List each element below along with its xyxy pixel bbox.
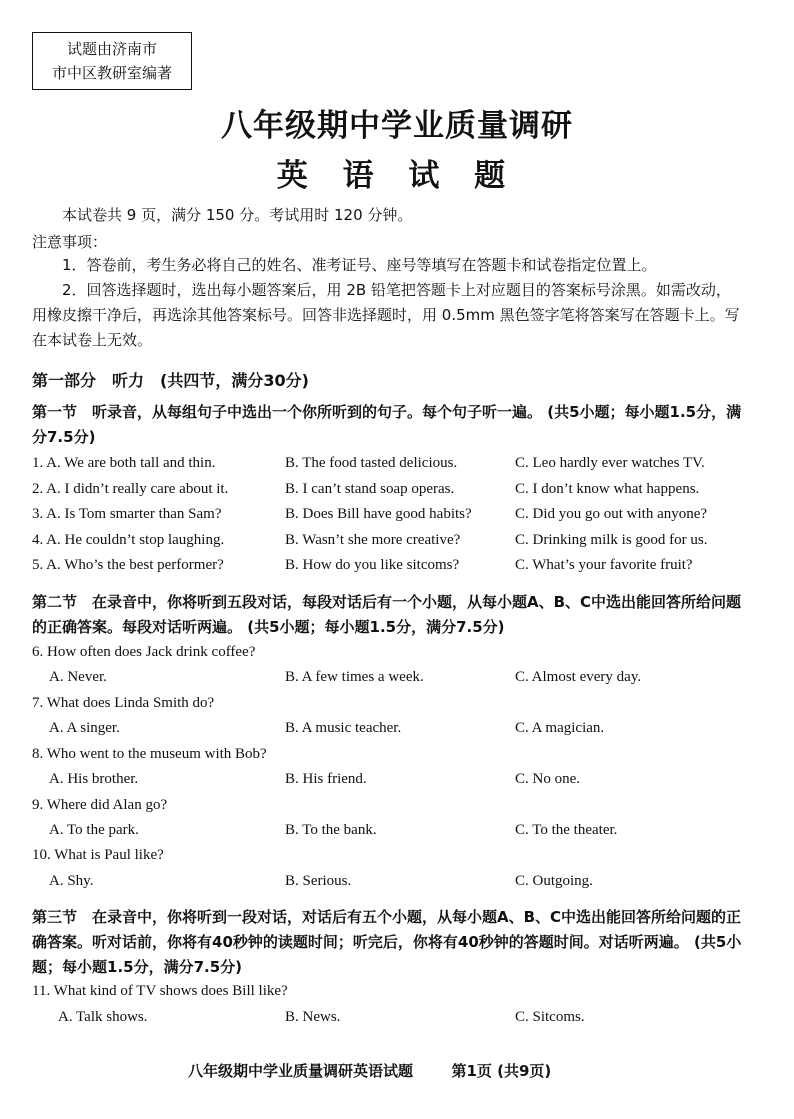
s1-q2-option-c: C. I don’t know what happens. bbox=[515, 481, 700, 497]
s2-q10-option-a: A. Shy. bbox=[49, 873, 94, 889]
s2-q9-option-a: A. To the park. bbox=[49, 822, 139, 838]
exam-summary: 本试卷共 9 页，满分 150 分。考试用时 120 分钟。 bbox=[62, 206, 413, 224]
s2-q8-option-a: A. His brother. bbox=[49, 771, 139, 787]
s3-q11-option-b: B. News. bbox=[285, 1009, 341, 1025]
exam-subtitle: 英 语 试 题 bbox=[276, 158, 518, 194]
compiler-stamp bbox=[32, 32, 192, 90]
s3-q11-stem: 11. What kind of TV shows does Bill like? bbox=[32, 983, 288, 999]
s2-q7-option-a: A. A singer. bbox=[49, 720, 120, 736]
s3-q11-option-c: C. Sitcoms. bbox=[515, 1009, 585, 1025]
s2-q6-option-a: A. Never. bbox=[49, 669, 107, 685]
s1-q5-option-c: C. What’s your favorite fruit? bbox=[515, 557, 693, 573]
s2-q9-option-b: B. To the bank. bbox=[285, 822, 377, 838]
s1-q2-option-b: B. I can’t stand soap operas. bbox=[285, 481, 455, 497]
s1-q4-option-c: C. Drinking milk is good for us. bbox=[515, 532, 708, 548]
s3-q11-option-a: A. Talk shows. bbox=[58, 1009, 148, 1025]
s2-q10-option-c: C. Outgoing. bbox=[515, 873, 593, 889]
s2-q7-stem: 7. What does Linda Smith do? bbox=[32, 695, 215, 711]
section2-heading: 第二节 在录音中，你将听到五段对话，每段对话后有一个小题，从每小题A、B、C中选出能回答所给问题的正确答案。每段对话听两遍。 (共5小题；每小题1.5分，满分7.5分) bbox=[32, 593, 742, 636]
s2-q9-option-c: C. To the theater. bbox=[515, 822, 618, 838]
s2-q9-stem: 9. Where did Alan go? bbox=[32, 797, 168, 813]
notice-item-2: 2．回答选择题时，选出每小题答案后，用 2B 铅笔把答题卡上对应题目的答案标号涂黑。如需改动，用橡皮擦干净后，再选涂其他答案标号。回答非选择题时，用 0.5mm 黑色签字笔将答案写在答题卡上。写在本试卷上无效。 bbox=[32, 281, 740, 349]
s1-q4-option-b: B. Wasn’t she more creative? bbox=[285, 532, 461, 548]
notice-item-1: 1．答卷前，考生务必将自己的姓名、准考证号、座号等填写在答题卡和试卷指定位置上。 bbox=[62, 256, 657, 274]
s2-q10-stem: 10. What is Paul like? bbox=[32, 847, 164, 863]
notice-heading: 注意事项： bbox=[32, 233, 108, 251]
section3-heading: 第三节 在录音中，你将听到一段对话，对话后有五个小题，从每小题A、B、C中选出能回答所给问题的正确答案。听对话前，你将有40秒钟的读题时间；听完后，你将有40秒钟的答题时间。对话听两遍。 (共5小题；每小题1.5分，满分7.5分) bbox=[32, 908, 742, 976]
s1-q3-option-c: C. Did you go out with anyone? bbox=[515, 506, 708, 522]
s1-q4-option-a: 4. A. He couldn’t stop laughing. bbox=[32, 532, 225, 548]
footer-title: 八年级期中学业质量调研英语试题 bbox=[188, 1062, 414, 1080]
footer-page-number: 第1页 (共9页) bbox=[451, 1062, 552, 1080]
section1-heading: 第一节 听录音，从每组句子中选出一个你所听到的句子。每个句子听一遍。 (共5小题；每小题1.5分，满分7.5分) bbox=[32, 403, 742, 446]
s1-q1-option-c: C. Leo hardly ever watches TV. bbox=[515, 455, 705, 471]
s1-q1-option-b: B. The food tasted delicious. bbox=[285, 455, 458, 471]
stamp-line-2: 市中区教研室编著 bbox=[51, 64, 172, 82]
s1-q1-option-a: 1. A. We are both tall and thin. bbox=[32, 455, 216, 471]
s2-q8-stem: 8. Who went to the museum with Bob? bbox=[32, 746, 267, 762]
s1-q5-option-a: 5. A. Who’s the best performer? bbox=[32, 557, 224, 573]
s2-q7-option-b: B. A music teacher. bbox=[285, 720, 402, 736]
s2-q8-option-b: B. His friend. bbox=[285, 771, 367, 787]
s2-q8-option-c: C. No one. bbox=[515, 771, 580, 787]
s2-q6-option-c: C. Almost every day. bbox=[515, 669, 642, 685]
s2-q6-option-b: B. A few times a week. bbox=[285, 669, 424, 685]
s1-q3-option-a: 3. A. Is Tom smarter than Sam? bbox=[32, 506, 222, 522]
stamp-line-1: 试题由济南市 bbox=[66, 40, 157, 58]
s2-q6-stem: 6. How often does Jack drink coffee? bbox=[32, 644, 256, 660]
s1-q3-option-b: B. Does Bill have good habits? bbox=[285, 506, 472, 522]
page-footer bbox=[188, 1060, 551, 1081]
s2-q7-option-c: C. A magician. bbox=[515, 720, 605, 736]
s1-q5-option-b: B. How do you like sitcoms? bbox=[285, 557, 460, 573]
s1-q2-option-a: 2. A. I didn’t really care about it. bbox=[32, 481, 229, 497]
part1-heading: 第一部分 听力 (共四节，满分30分) bbox=[32, 371, 309, 390]
exam-title: 八年级期中学业质量调研 bbox=[221, 108, 573, 144]
s2-q10-option-b: B. Serious. bbox=[285, 873, 352, 889]
